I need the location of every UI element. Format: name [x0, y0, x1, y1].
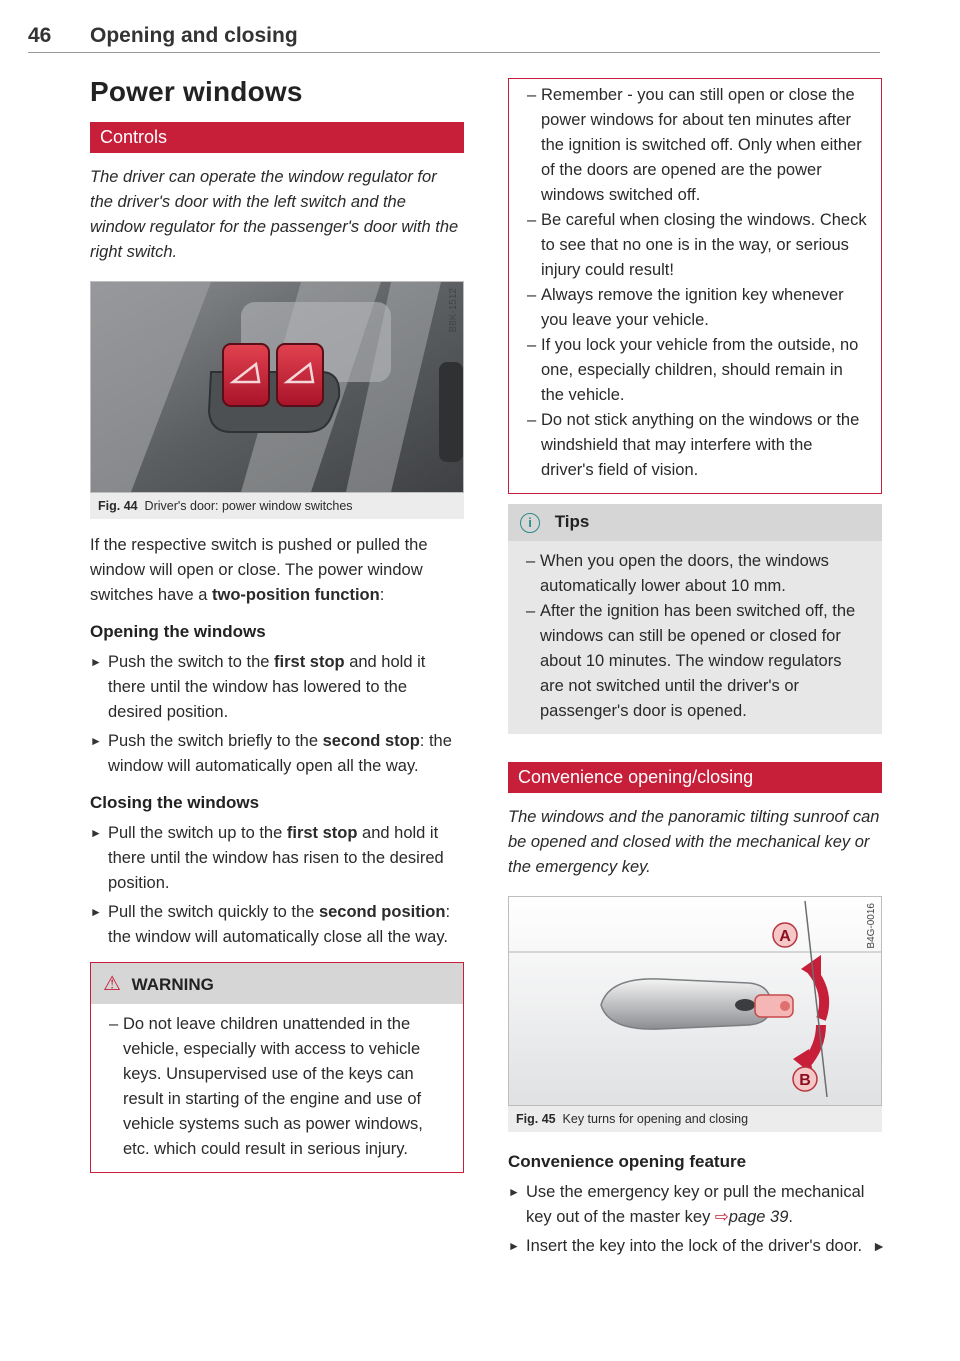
page-header [28, 22, 880, 53]
page-number: 46 [28, 24, 52, 47]
page-link[interactable]: page 39 [728, 1208, 789, 1226]
warning-triangle-icon: ⚠ [103, 973, 121, 995]
power-window-switch-illustration [91, 282, 463, 492]
list-item: – Remember - you can still open or close the power windows for about ten minutes after the ignition is switched off. Only when either of the doors are opened are the power windows switched off. [527, 86, 862, 204]
fig45-caption: Fig. 45 Key turns for opening and closing [508, 1106, 882, 1132]
convenience-opening-heading: Convenience opening feature [508, 1152, 747, 1171]
tips-header: i Tips [508, 504, 882, 541]
arrow-icon: ► [508, 1185, 520, 1199]
left-switch [223, 344, 269, 406]
list-item: – Always remove the ignition key whenever you leave your vehicle. [527, 286, 844, 329]
page-link-arrow-icon: ⇨ [714, 1208, 729, 1226]
convenience-heading: Convenience opening/closing [508, 762, 882, 793]
opening-heading: Opening the windows [90, 622, 266, 641]
key-icon [755, 995, 793, 1017]
arrow-icon: ► [90, 655, 102, 669]
continue-arrow-icon: ► [872, 1238, 886, 1254]
list-item: – After the ignition has been switched off, the windows can still be opened or closed for about 10 minutes. The window regulators are not switched until the driver's or passenger's door is opened. [526, 602, 856, 720]
list-item: – Be careful when closing the windows. Check to see that no one is in the way, or serious injury could result! [527, 211, 867, 279]
list-item: ► Use the emergency key or pull the mechanical key out of the master key ⇨page 39. [508, 1180, 882, 1230]
fig44-image [90, 281, 464, 493]
arrow-icon: ► [90, 905, 102, 919]
left-column [90, 72, 464, 1173]
warning-box [90, 962, 464, 1173]
list-item: ► Insert the key into the lock of the driver's door. ► [508, 1234, 882, 1259]
arrow-icon: ► [508, 1239, 520, 1253]
list-item: – When you open the doors, the windows automatically lower about 10 mm. [526, 552, 829, 595]
list-item: – If you lock your vehicle from the outside, no one, especially children, should remain in the vehicle. [527, 336, 859, 404]
list-item: ► Pull the switch quickly to the second position: the window will automatically close all the way. [90, 900, 464, 950]
warning-header: ⚠ WARNING [91, 963, 463, 1004]
convenience-intro: The windows and the panoramic tilting sunroof can be opened and closed with the mechanical key or the emergency key. [508, 808, 880, 876]
right-column [508, 78, 886, 1263]
controls-heading: Controls [90, 122, 464, 153]
fig44-caption: Fig. 44 Driver's door: power window switches [90, 493, 464, 519]
list-item: – Do not leave children unattended in the vehicle, especially with access to vehicle keys. Unsupervised use of the keys can result in starting of the engine and use of vehicle systems such as power windows, etc. which could result in serious injury. [109, 1015, 423, 1158]
list-item: – Do not stick anything on the windows or the windshield that may interfere with the driver's field of vision. [527, 411, 860, 479]
marker-a-label: A [779, 928, 791, 945]
controls-intro: The driver can operate the window regulator for the driver's door with the left switch and the window regulator for the passenger's door with the right switch. [90, 168, 459, 261]
marker-b-label: B [799, 1072, 811, 1089]
arrow-icon: ► [90, 734, 102, 748]
tips-body [508, 541, 882, 734]
section-title: Opening and closing [90, 24, 298, 47]
key-turn-illustration [509, 897, 881, 1105]
page-title: Power windows [90, 76, 303, 107]
warning-continuation-box [508, 78, 882, 494]
right-switch [277, 344, 323, 406]
two-position-paragraph: If the respective switch is pushed or pulled the window will open or close. The power window switches have a two-position function: [90, 536, 428, 604]
list-item: ► Pull the switch up to the first stop and hold it there until the window has risen to the desired position. [90, 821, 464, 896]
tips-box [508, 504, 882, 734]
warning-body [91, 1004, 463, 1172]
figure-id: B8K-1512 [448, 288, 459, 333]
closing-heading: Closing the windows [90, 793, 260, 812]
list-item: ► Push the switch to the first stop and hold it there until the window has lowered to the desired position. [90, 650, 464, 725]
info-icon: i [520, 513, 540, 533]
list-item: ► Push the switch briefly to the second stop: the window will automatically open all the way. [90, 729, 464, 779]
warning-body [509, 79, 881, 493]
arrow-icon: ► [90, 826, 102, 840]
figure-id: B4G-0016 [866, 903, 877, 949]
fig45-image [508, 896, 882, 1106]
